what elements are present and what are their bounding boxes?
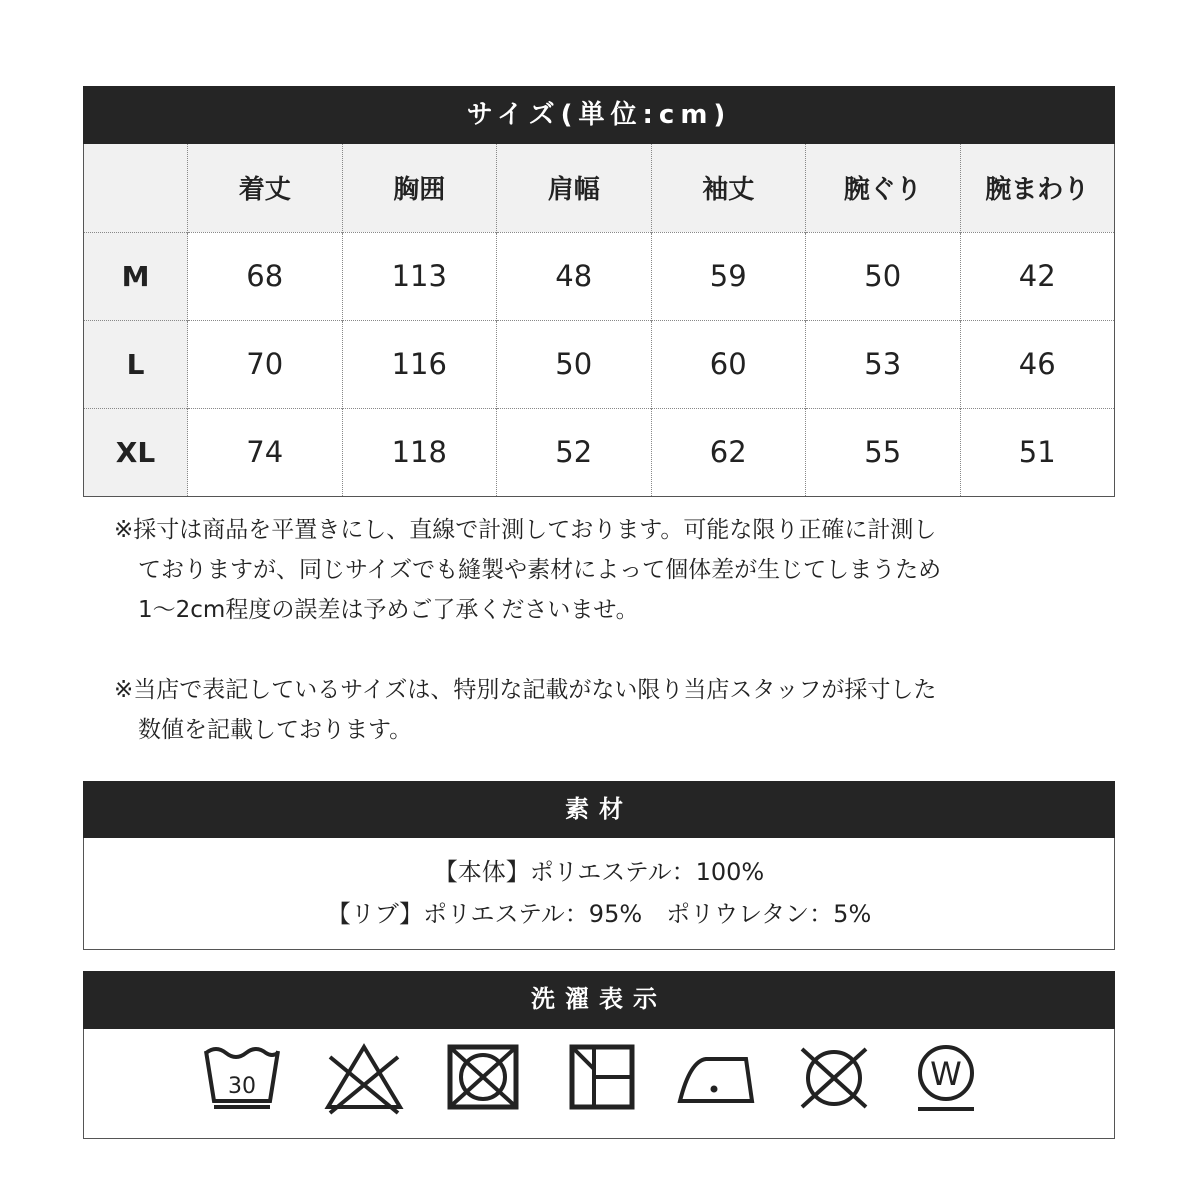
header-arm-circumference: 腕まわり xyxy=(960,144,1115,232)
table-row xyxy=(84,232,1115,320)
table-row xyxy=(84,320,1115,408)
table-cell: 51 xyxy=(960,408,1115,496)
table-cell: 113 xyxy=(342,232,497,320)
material-body-line: 【本体】ポリエステル：100% xyxy=(433,858,765,886)
row-size-label: XL xyxy=(84,408,188,496)
table-cell: 62 xyxy=(651,408,806,496)
note-line: ※採寸は商品を平置きにし、直線で計測しております。可能な限り正確に計測し xyxy=(114,517,937,543)
note-line: ておりますが、同じサイズでも縫製や素材によって個体差が生じてしまうため xyxy=(138,557,942,583)
note-line: 1〜2cm程度の誤差は予めご了承くださいませ。 xyxy=(138,597,639,623)
table-cell: 52 xyxy=(497,408,652,496)
header-armhole: 腕ぐり xyxy=(806,144,961,232)
row-size-label: L xyxy=(84,320,188,408)
note-line: ※当店で表記しているサイズは、特別な記載がない限り当店スタッフが採寸した xyxy=(114,677,937,703)
material-panel xyxy=(83,838,1115,950)
care-title: 洗濯表示 xyxy=(83,971,1115,1029)
table-cell: 48 xyxy=(497,232,652,320)
material-title: 素材 xyxy=(83,781,1115,838)
header-chest: 胸囲 xyxy=(342,144,497,232)
table-row xyxy=(84,408,1115,496)
no-dry-clean-icon xyxy=(794,1043,874,1113)
size-chart-title: サイズ(単位:cm) xyxy=(83,86,1115,144)
header-corner xyxy=(84,144,188,232)
wash-temp-label: 30 xyxy=(228,1074,256,1099)
table-cell: 60 xyxy=(651,320,806,408)
note-line: 数値を記載しております。 xyxy=(138,717,413,743)
size-notation-note xyxy=(114,670,936,750)
header-length: 着丈 xyxy=(188,144,343,232)
table-cell: 70 xyxy=(188,320,343,408)
table-cell: 50 xyxy=(806,232,961,320)
table-cell: 50 xyxy=(497,320,652,408)
wet-clean-icon xyxy=(914,1043,978,1115)
header-sleeve: 袖丈 xyxy=(651,144,806,232)
table-cell: 46 xyxy=(960,320,1115,408)
table-header-row xyxy=(84,144,1115,232)
table-cell: 116 xyxy=(342,320,497,408)
no-tumble-dry-icon xyxy=(446,1043,520,1111)
material-rib-line: 【リブ】ポリエステル：95% ポリウレタン：5% xyxy=(326,900,872,928)
table-cell: 59 xyxy=(651,232,806,320)
table-cell: 74 xyxy=(188,408,343,496)
size-table xyxy=(83,144,1115,497)
measurement-note xyxy=(114,510,941,630)
header-shoulder: 肩幅 xyxy=(497,144,652,232)
line-dry-shade-icon xyxy=(568,1043,638,1113)
table-cell: 53 xyxy=(806,320,961,408)
row-size-label: M xyxy=(84,232,188,320)
wash-30-icon xyxy=(202,1043,282,1113)
care-symbols-panel xyxy=(83,1029,1115,1139)
no-bleach-icon xyxy=(324,1043,404,1115)
table-cell: 118 xyxy=(342,408,497,496)
iron-low-icon xyxy=(676,1043,758,1113)
table-cell: 42 xyxy=(960,232,1115,320)
table-cell: 68 xyxy=(188,232,343,320)
table-cell: 55 xyxy=(806,408,961,496)
wet-clean-letter: W xyxy=(930,1055,962,1093)
